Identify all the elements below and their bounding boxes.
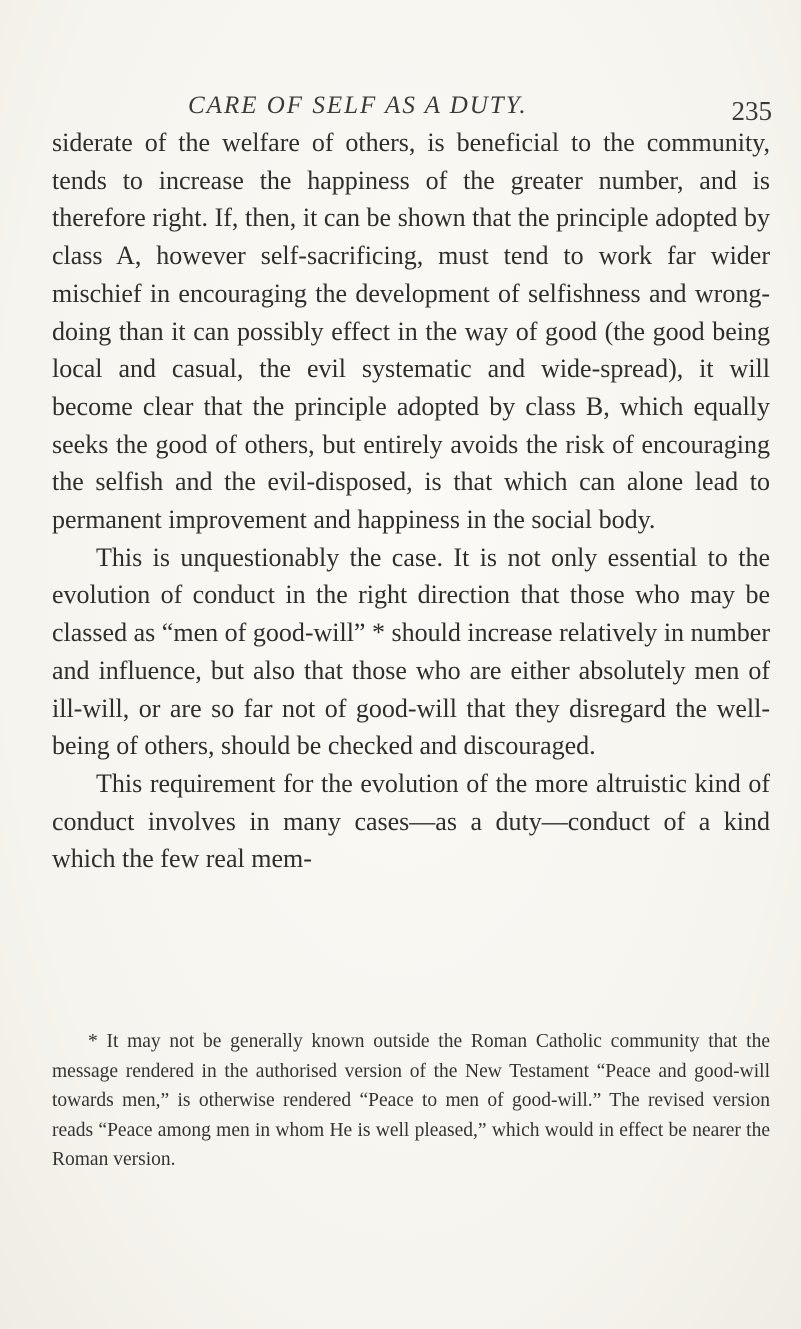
footnote: * It may not be generally known outside the Roman Catholic community that the message rendered in the authorised version of the New Testament “Peace and good-will towards men,” is otherwise rendered “Peace to men of good-will.” The revised version reads “Peace among men in whom He is well pleased,” which would in effect be nearer the Roman version. <box>52 1031 770 1170</box>
paragraph-continued: siderate of the welfare of others, is beneficial to the community, tends to increase the happiness of the greater number, and is therefore right. If, then, it can be shown that the principle adopted by class A, however self-sacrificing, must tend to work far wider mischief in encouraging the development of selfishness and wrong-doing than it can possibly effect in the way of good (the good being local and casual, the evil systematic and wide-spread), it will become clear that the principle adopted by class B, which equally seeks the good of others, but entirely avoids the risk of encouraging the selfish and the evil-disposed, is that which can alone lead to permanent improvement and happiness in the social body. <box>52 128 770 535</box>
page-number: 235 <box>731 96 772 126</box>
paragraph-requirement: This requirement for the evolution of the more altruistic kind of conduct involves in many cases—as a duty—conduct of a kind which the few real mem- <box>52 768 770 874</box>
body-text <box>52 124 770 878</box>
running-title: CARE OF SELF AS A DUTY. <box>188 92 528 119</box>
paragraph-unquestionably: This is unquestionably the case. It is not only essential to the evolution of conduct in the right direction that those who may be classed as “men of good-will” * should increase relatively in number and influence, but also that those who are either absolutely men of ill-will, or are so far not of good-will that they disregard the well-being of others, should be checked and discouraged. <box>52 542 770 761</box>
